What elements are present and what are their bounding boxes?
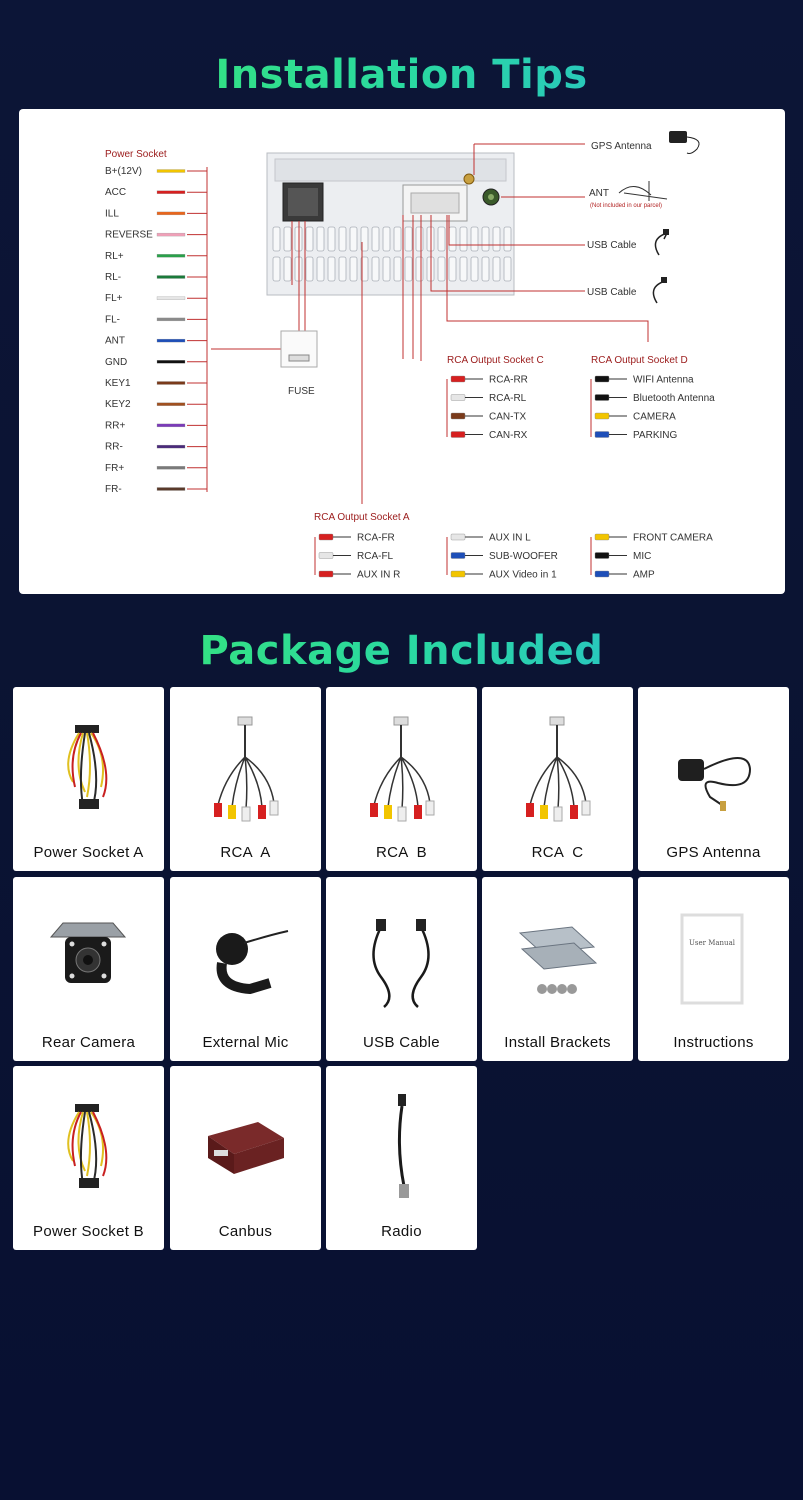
- power-wire-fr-: [105, 463, 207, 474]
- wiring-diagram-svg: [19, 109, 785, 594]
- package-card-radio: [326, 1066, 477, 1250]
- power-wire-label: B+(12V): [105, 166, 142, 177]
- rca-cable-icon: [482, 687, 633, 837]
- rca-c-can-tx: [451, 412, 527, 423]
- fuse: [281, 331, 317, 397]
- usb-cable-1-icon: [655, 229, 669, 255]
- package-item-label: RCA A: [220, 844, 271, 861]
- rca-a-rca-fr: [319, 533, 395, 544]
- ant-antenna-icon: [619, 181, 667, 201]
- power-socket-title: Power Socket: [105, 149, 167, 160]
- rca-d-items: [595, 375, 715, 442]
- rca-a-front-camera: [595, 533, 713, 544]
- power-wire-label: KEY2: [105, 399, 131, 411]
- power-wire-label: ANT: [105, 335, 125, 347]
- package-card-canbus: [170, 1066, 321, 1250]
- rca-a-amp: [595, 570, 655, 581]
- ant-note: (Not included in our parcel): [590, 203, 663, 209]
- brackets-icon: [482, 877, 633, 1027]
- rca-a-title: RCA Output Socket A: [314, 512, 410, 523]
- package-card-power-socket-b: [13, 1066, 164, 1250]
- power-wire-reverse: [105, 230, 207, 241]
- gps-antenna-icon: [638, 687, 789, 837]
- power-wire-b-12v-: [105, 166, 207, 177]
- package-item-label: RCA C: [531, 844, 584, 861]
- microphone-icon: [170, 877, 321, 1027]
- package-card-gps-antenna: [638, 687, 789, 871]
- usb-cable-1-label: USB Cable: [587, 240, 637, 251]
- package-card-rear-camera: [13, 877, 164, 1061]
- power-wire-label: KEY1: [105, 378, 131, 389]
- rca-c-label: RCA-RL: [489, 393, 527, 404]
- rca-a-label: AMP: [633, 569, 655, 581]
- rca-a-items: [319, 533, 713, 581]
- power-wire-label: RL-: [105, 272, 122, 283]
- package-item-label: External Mic: [202, 1034, 289, 1051]
- rca-d-label: PARKING: [633, 430, 678, 441]
- package-item-label: Canbus: [218, 1223, 273, 1240]
- rca-a-label: FRONT CAMERA: [633, 532, 713, 544]
- rca-a-aux-in-r: [319, 570, 400, 581]
- rca-a-label: RCA-FL: [357, 551, 394, 562]
- package-item-label: Radio: [381, 1223, 422, 1240]
- power-wire-label: FR-: [105, 484, 122, 495]
- rca-a-sub-woofer: [451, 551, 558, 562]
- package-card-install-brackets: [482, 877, 633, 1061]
- rca-a-mic: [595, 551, 651, 562]
- package-item-label: USB Cable: [363, 1034, 440, 1051]
- power-wire-key1: [105, 378, 207, 389]
- power-wire-label: FR+: [105, 462, 125, 474]
- power-wire-ant: [105, 336, 207, 347]
- power-wire-label: ILL: [105, 208, 119, 220]
- rca-a-label: AUX IN L: [489, 532, 531, 544]
- radio-adapter-icon: [326, 1066, 477, 1216]
- rca-c-title: RCA Output Socket C: [447, 355, 544, 366]
- power-wire-label: RR+: [105, 420, 126, 432]
- package-card-usb-cable: [326, 877, 477, 1061]
- rca-a-rca-fl: [319, 551, 394, 562]
- power-wire-key2: [105, 399, 207, 410]
- package-card-rca-c: [482, 687, 633, 871]
- power-socket-harness-icon: [13, 687, 164, 837]
- fuse-label: FUSE: [288, 386, 315, 397]
- canbus-box-icon: [170, 1066, 321, 1216]
- rca-a-aux-in-l: [451, 533, 531, 544]
- rear-camera-icon: [13, 877, 164, 1027]
- rca-a-label: SUB-WOOFER: [489, 551, 558, 562]
- power-wire-rl-: [105, 251, 207, 262]
- package-card-rca-a: [170, 687, 321, 871]
- rca-cable-icon: [170, 687, 321, 837]
- rca-d-label: Bluetooth Antenna: [633, 393, 715, 404]
- power-wire-label: GND: [105, 356, 128, 368]
- rca-d-title: RCA Output Socket D: [591, 355, 688, 366]
- package-item-label: Install Brackets: [504, 1034, 611, 1051]
- package-item-label: Rear Camera: [41, 1034, 136, 1051]
- installation-tips-heading: Installation Tips: [0, 52, 803, 98]
- rca-d-label: WIFI Antenna: [633, 374, 694, 386]
- power-wire-gnd: [105, 357, 207, 368]
- power-wire-rr-: [105, 420, 207, 431]
- wiring-diagram: [19, 109, 785, 594]
- power-wire-fl-: [105, 293, 207, 304]
- package-card-rca-b: [326, 687, 477, 871]
- gps-antenna-icon: [669, 131, 699, 154]
- power-wire-rl-: [105, 272, 207, 283]
- power-wire-ill: [105, 208, 207, 219]
- package-card-instructions: [638, 877, 789, 1061]
- usb-cable-2-icon: [653, 277, 667, 303]
- rca-c-label: CAN-RX: [489, 430, 528, 441]
- power-wire-label: FL+: [105, 293, 123, 305]
- rca-d-wifi-antenna: [595, 375, 694, 386]
- power-socket-harness-icon: [13, 1066, 164, 1216]
- rca-a-label: MIC: [633, 551, 652, 562]
- rca-c-label: CAN-TX: [489, 411, 527, 423]
- power-wire-label: RL+: [105, 250, 124, 262]
- package-item-label: GPS Antenna: [666, 844, 761, 861]
- usb-cable-2-label: USB Cable: [587, 287, 637, 298]
- power-wire-label: FL-: [105, 314, 120, 326]
- rca-cable-icon: [326, 687, 477, 837]
- head-unit-back: [267, 153, 514, 295]
- package-included-heading: Package Included: [0, 628, 803, 674]
- ant-label: ANT: [589, 188, 609, 199]
- power-wire-fr-: [105, 484, 207, 495]
- usb-cable-icon: [326, 877, 477, 1027]
- power-wire-label: RR-: [105, 441, 123, 453]
- package-item-label: Power Socket A: [33, 844, 144, 861]
- rca-c-items: [451, 375, 528, 442]
- rca-c-rca-rl: [451, 393, 527, 404]
- power-wire-label: ACC: [105, 187, 127, 199]
- rca-d-label: CAMERA: [633, 411, 676, 423]
- package-item-label: Instructions: [673, 1034, 754, 1051]
- rca-c-can-rx: [451, 430, 528, 441]
- power-wire-rr-: [105, 442, 207, 453]
- power-socket-wires: [105, 166, 207, 495]
- package-card-power-socket-a: [13, 687, 164, 871]
- rca-a-label: RCA-FR: [357, 532, 395, 544]
- manual-cover-text: User Manual: [689, 939, 735, 947]
- package-item-label: Power Socket B: [33, 1223, 144, 1240]
- rca-d-bluetooth-antenna: [595, 393, 715, 404]
- rca-c-rca-rr: [451, 375, 528, 386]
- power-wire-label: REVERSE: [105, 229, 153, 241]
- package-item-label: RCA B: [376, 844, 427, 861]
- package-card-external-mic: [170, 877, 321, 1061]
- power-wire-fl-: [105, 314, 207, 325]
- rca-a-aux-video-in-1: [451, 570, 557, 581]
- power-wire-acc: [105, 187, 207, 198]
- rca-a-label: AUX IN R: [357, 569, 401, 581]
- rca-d-camera: [595, 412, 676, 423]
- rca-d-parking: [595, 430, 677, 441]
- gps-antenna-label: GPS Antenna: [591, 141, 652, 152]
- rca-a-label: AUX Video in 1: [489, 569, 557, 581]
- manual-icon: [638, 877, 789, 1027]
- rca-c-label: RCA-RR: [489, 374, 528, 386]
